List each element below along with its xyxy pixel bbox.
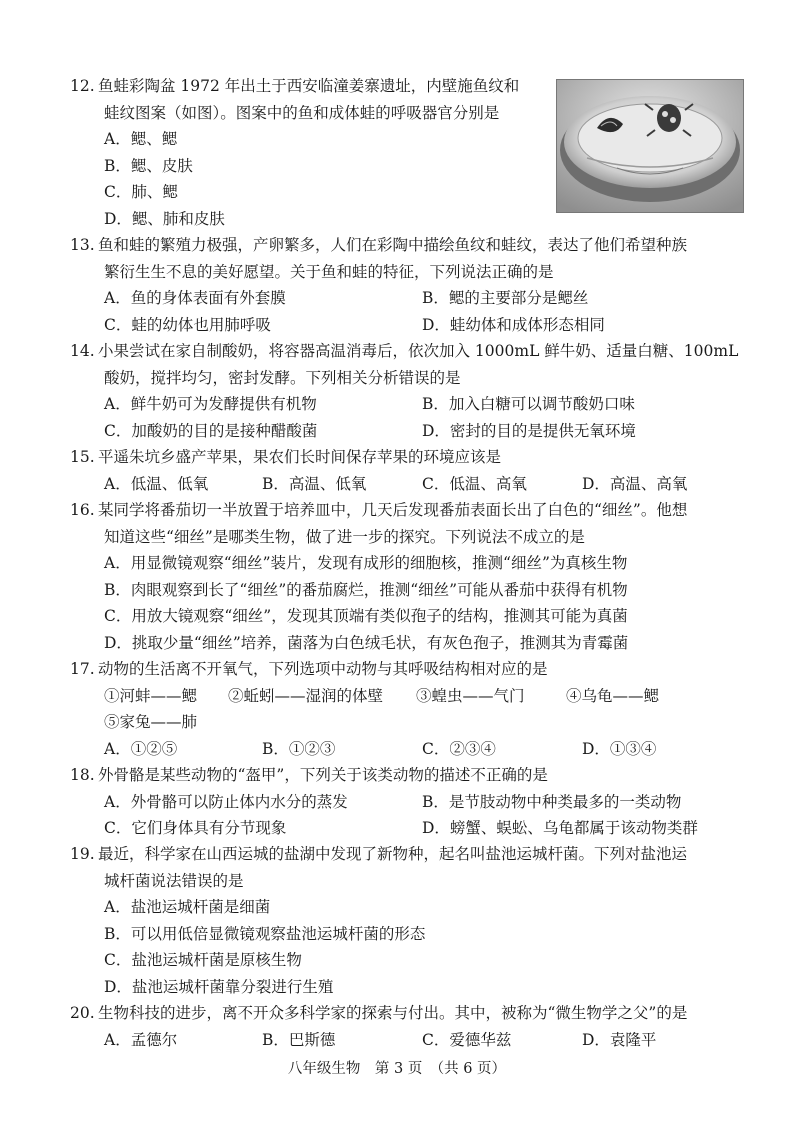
option-c: C．低温、高氧: [422, 474, 527, 493]
option-d: D．盐池运城杆菌靠分裂进行生殖: [104, 977, 334, 996]
option-d: D．①③④: [582, 739, 657, 758]
question-stem: 平遥朱坑乡盛产苹果，果农们长时间保存苹果的环境应该是: [98, 448, 502, 466]
question-13: [70, 232, 730, 338]
option-d: D．蛙幼体和成体形态相同: [422, 315, 605, 334]
option-c: C．加酸奶的目的是接种醋酸菌: [104, 421, 318, 440]
option-c: C．②③④: [422, 739, 496, 758]
option-a: A．低温、低氧: [104, 474, 209, 493]
option-b: B．是节肢动物中种类最多的一类动物: [422, 792, 682, 811]
option-c: C．它们身体具有分节现象: [104, 819, 287, 837]
pairing-item: ⑤家兔——肺: [104, 713, 198, 731]
option-b: B．鳃、皮肤: [104, 156, 193, 175]
question-number: 16.: [70, 501, 95, 519]
question-number: 20.: [70, 1004, 95, 1022]
question-19: [70, 841, 730, 1000]
question-stem: 酸奶，搅拌均匀，密封发酵。下列相关分析错误的是: [104, 368, 461, 387]
question-number: 19.: [70, 845, 95, 863]
question-number: 15.: [70, 448, 95, 466]
question-stem: 最近，科学家在山西运城的盐湖中发现了新物种，起名叫盐池运城杆菌。下列对盐池运: [98, 845, 688, 863]
option-b: B．①②③: [262, 739, 336, 758]
question-stem: 某同学将番茄切一半放置于培养皿中，几天后发现番茄表面长出了白色的“细丝”。他想: [98, 501, 688, 519]
question-17: [70, 656, 730, 762]
question-stem: 鱼和蛙的繁殖力极强，产卵繁多，人们在彩陶中描绘鱼纹和蛙纹，表达了他们希望种族: [98, 236, 688, 254]
option-c: C．盐池运城杆菌是原核生物: [104, 951, 302, 969]
question-number: 18.: [70, 766, 95, 784]
question-stem: 小果尝试在家自制酸奶，将容器高温消毒后，依次加入 1000mL 鲜牛奶、适量白糖、100mL: [98, 342, 739, 360]
question-stem: 外骨骼是某些动物的“盔甲”，下列关于该类动物的描述不正确的是: [98, 766, 548, 784]
pairing-item: ③蝗虫——气门: [416, 686, 525, 705]
option-a: A．外骨骼可以防止体内水分的蒸发: [104, 792, 348, 811]
question-stem: 蛙纹图案（如图）。图案中的鱼和成体蛙的呼吸器官分别是: [104, 103, 500, 122]
option-a: A．鱼的身体表面有外套膜: [104, 289, 286, 307]
question-stem: 繁衍生生不息的美好愿望。关于鱼和蛙的特征，下列说法正确的是: [104, 262, 554, 281]
option-d: D．鳃、肺和皮肤: [104, 209, 225, 228]
option-c: C．用放大镜观察“细丝”，发现其顶端有类似孢子的结构，推测其可能为真菌: [104, 607, 628, 625]
page-footer: 八年级生物 第 3 页 （共 6 页）: [287, 1061, 507, 1077]
option-d: D．袁隆平: [582, 1030, 657, 1049]
question-20: [70, 1000, 730, 1053]
option-b: B．巴斯德: [262, 1030, 336, 1049]
option-b: B．高温、低氧: [262, 474, 367, 493]
option-c: C．蛙的幼体也用肺呼吸: [104, 315, 271, 334]
option-d: D．螃蟹、蜈蚣、乌龟都属于该动物类群: [422, 819, 698, 837]
pairing-item: ①河蚌——鳃: [104, 686, 198, 705]
option-a: A．孟德尔: [104, 1030, 178, 1049]
question-stem: 城杆菌说法错误的是: [104, 871, 244, 890]
question-number: 17.: [70, 660, 95, 678]
option-a: A．鳃、鳃: [104, 130, 178, 148]
pairing-item: ②蚯蚓——湿润的体壁: [228, 686, 384, 705]
option-a: A．①②⑤: [104, 739, 178, 758]
question-number: 14.: [70, 342, 95, 360]
option-c: C．爱德华兹: [422, 1030, 512, 1049]
question-stem: 生物科技的进步，离不开众多科学家的探索与付出。其中，被称为“微生物学之父”的是: [98, 1004, 688, 1022]
question-15: [70, 444, 730, 497]
option-a: A．盐池运城杆菌是细菌: [104, 898, 271, 916]
option-b: B．可以用低倍显微镜观察盐池运城杆菌的形态: [104, 924, 426, 943]
question-number: 12.: [70, 77, 95, 95]
question-stem: 动物的生活离不开氧气，下列选项中动物与其呼吸结构相对应的是: [98, 660, 548, 678]
pottery-basin-image: [557, 80, 743, 212]
pairing-item: ④乌龟——鳃: [566, 686, 660, 705]
question-stem: 鱼蛙彩陶盆 1972 年出土于西安临潼姜寨遗址，内壁施鱼纹和: [98, 77, 520, 95]
option-b: B．加入白糖可以调节酸奶口味: [422, 395, 635, 413]
option-b: B．鳃的主要部分是鳃丝: [422, 289, 589, 307]
option-c: C．肺、鳃: [104, 183, 178, 201]
pottery-basin-photo: [556, 79, 744, 213]
option-b: B．肉眼观察到长了“细丝”的番茄腐烂，推测“细丝”可能从番茄中获得有机物: [104, 580, 628, 599]
option-a: A．用显微镜观察“细丝”装片，发现有成形的细胞核，推测“细丝”为真核生物: [104, 554, 628, 572]
option-d: D．高温、高氧: [582, 474, 688, 493]
question-16: [70, 497, 730, 656]
question-number: 13.: [70, 236, 95, 254]
option-d: D．挑取少量“细丝”培养，菌落为白色绒毛状，有灰色孢子，推测其为青霉菌: [104, 633, 629, 652]
question-14: [70, 338, 739, 444]
question-18: [70, 762, 730, 842]
option-a: A．鲜牛奶可为发酵提供有机物: [104, 395, 317, 413]
option-d: D．密封的目的是提供无氧环境: [422, 421, 636, 440]
question-stem: 知道这些“细丝”是哪类生物，做了进一步的探究。下列说法不成立的是: [104, 527, 585, 546]
